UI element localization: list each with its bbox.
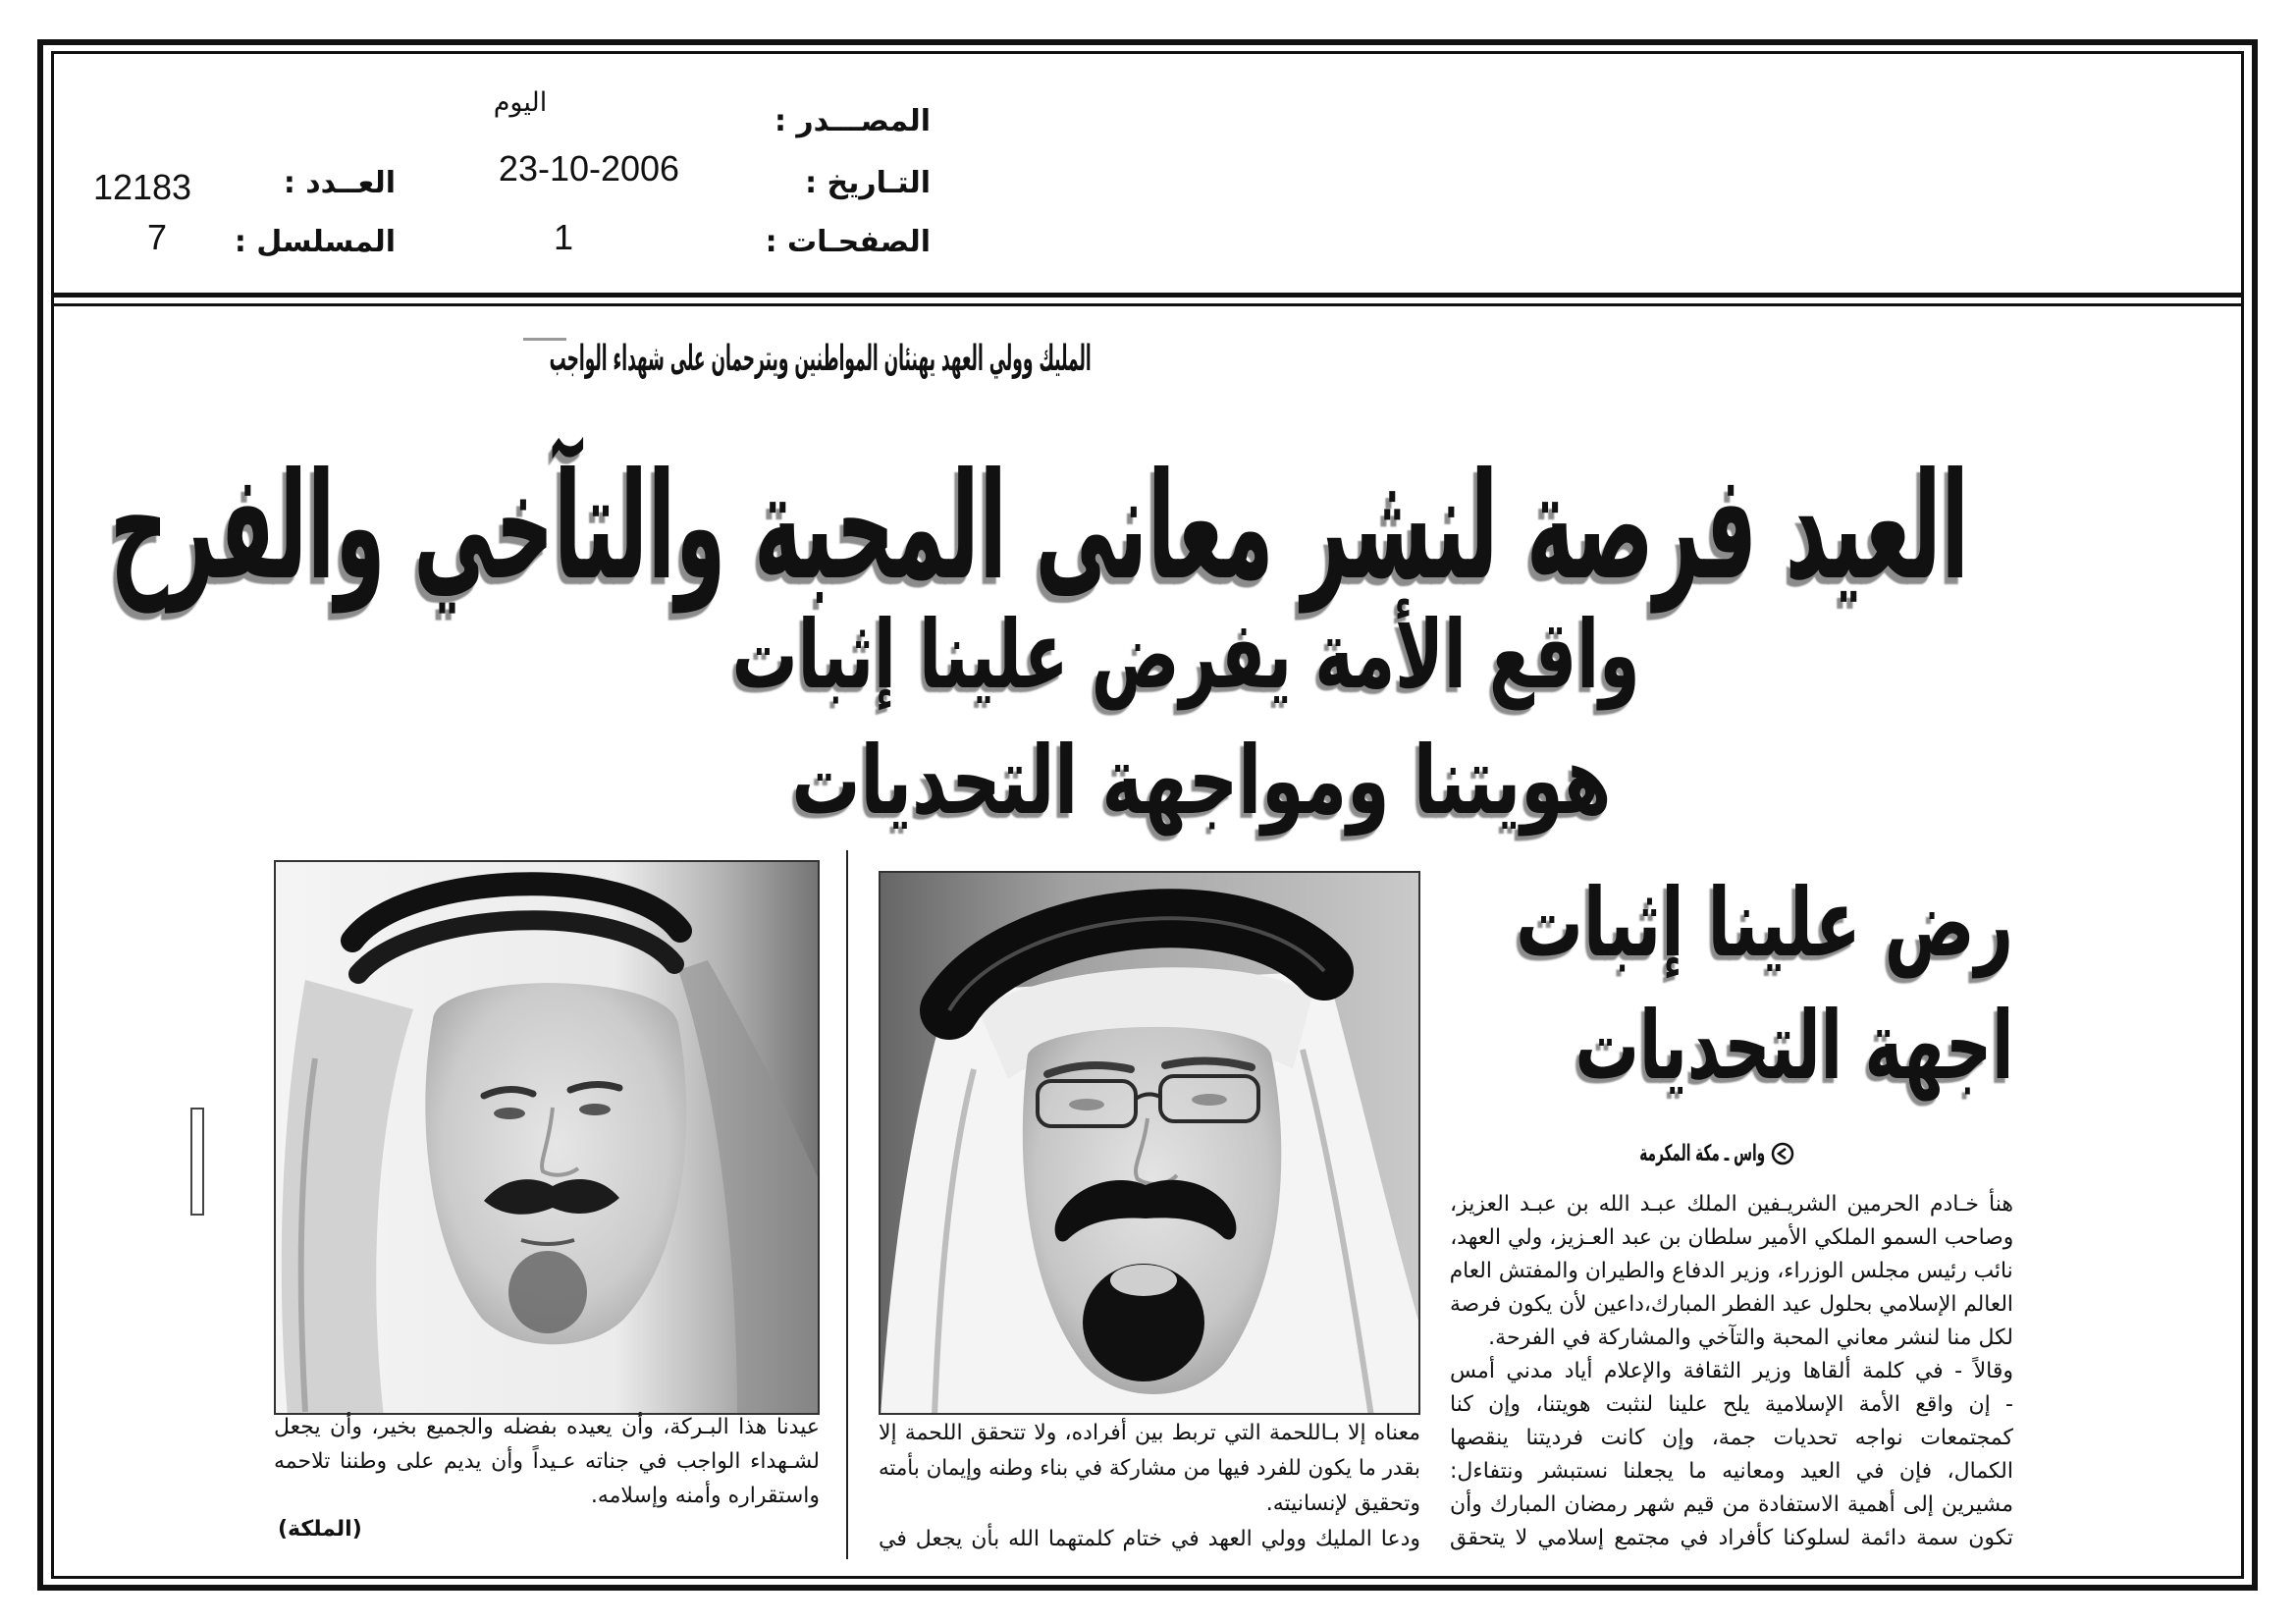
column-rule <box>846 850 848 1559</box>
kicker-text: المليك وولي العهد يهنئان المواطنين ويترحمان على شهداء الواجب <box>550 339 1092 379</box>
pages-label: الصفحـات : <box>765 225 931 259</box>
left-column-line <box>274 1410 820 1444</box>
right-column-line <box>1450 1188 2013 1221</box>
right-column-line <box>1450 1489 2013 1522</box>
right-column <box>1450 1188 2013 1555</box>
right-column-line-text: نائب رئيس مجلس الوزراء، وزير الدفاع والطيران والمفتش العام <box>1450 1259 2013 1283</box>
right-column-line <box>1450 1422 2013 1455</box>
headline <box>110 442 1969 614</box>
middle-column-line-text: وتحقيق لإنسانيته. <box>1265 1491 1420 1516</box>
source-label: المصـــدر : <box>774 104 931 138</box>
byline-text: واس ـ مكة المكرمة <box>1639 1141 1765 1166</box>
headline-text: العيد فرصة لنشر معانى المحبة والتآخي والفرح <box>110 442 1969 613</box>
right-column-line-text: - إن واقع الأمة الإسلامية يلح علينا لنثبت هويتنا، وإن كنا <box>1450 1392 2013 1417</box>
pages-value: 1 <box>553 217 574 257</box>
right-column-line <box>1450 1288 2013 1322</box>
lower-lip <box>1110 1265 1177 1296</box>
right-column-line-text: كمجتمعات نواجه تحديات جمة، وإن كانت فرديتنا ينقصها <box>1450 1426 2013 1450</box>
source-value: اليوم <box>493 87 548 118</box>
right-column-line <box>1450 1522 2013 1555</box>
goatee <box>508 1251 587 1333</box>
middle-column-line-text: بقدر ما يكون للفرد فيها من مشاركة في بناء وطنه وإيمان بأمته <box>879 1456 1420 1481</box>
date-label: التـاريخ : <box>805 166 931 200</box>
middle-column-line-text: معناه إلا بـاللحمة التي تربط بين أفراده، ولا تتحقق اللحمة إلا <box>879 1421 1420 1445</box>
subhead-line-1-text: واقع الأمة يفرض علينا إثبات <box>732 600 1640 710</box>
portrait-right-illustration <box>881 873 1420 1415</box>
subhead-fragment-2 <box>1575 992 2013 1100</box>
scan-box-mark <box>190 1108 204 1216</box>
kicker <box>550 332 1092 387</box>
right-column-line-text: وصاحب السمو الملكي الأمير سلطان بن عبد العـزيز، ولي العهد، <box>1450 1225 2013 1250</box>
middle-column-line-text: ودعا المليك وولي العهد في ختام كلمتهما الله بأن يجعل في <box>879 1527 1420 1551</box>
header-divider-thick <box>51 293 2244 298</box>
portrait-photo-right <box>879 871 1420 1415</box>
date-value: 23-10-2006 <box>498 148 680 189</box>
right-column-line <box>1450 1355 2013 1388</box>
issue-label: العــدد : <box>283 166 396 200</box>
portrait-photo-left <box>274 860 820 1415</box>
source-credit: (الملكة) <box>278 1517 362 1542</box>
eye-left <box>494 1108 525 1119</box>
middle-column-line <box>879 1487 1420 1522</box>
left-column-line-text: لشـهداء الواجب في جناته عـيداً وأن يديم على وطننا تلاحمه <box>274 1449 820 1474</box>
right-column-line <box>1450 1388 2013 1422</box>
glasses-lens-left <box>1038 1081 1136 1126</box>
subhead-line-1 <box>732 601 1640 709</box>
middle-column-line <box>879 1416 1420 1451</box>
left-column-line <box>274 1444 820 1479</box>
subhead-fragment-1 <box>1516 869 2013 977</box>
left-column-line-text: عيدنا هذا البـركة، وأن يعيده بفضله والجميع بخير، وأن يجعل <box>274 1415 820 1439</box>
right-column-line <box>1450 1221 2013 1255</box>
subhead-fragment-2-text: اجهة التحديات <box>1575 991 2013 1101</box>
right-column-line-text: تكون سمة دائمة لسلوكنا كأفراد في مجتمع إسلامي لا يتحقق <box>1450 1526 2013 1550</box>
right-column-line <box>1450 1455 2013 1489</box>
portrait-left-illustration <box>276 862 820 1415</box>
left-column-line-text: واستقراره وأمنه وإسلامه. <box>590 1484 820 1508</box>
right-column-line <box>1450 1255 2013 1288</box>
serial-value: 7 <box>146 217 168 257</box>
right-column-line-text: هنأ خـادم الحرمين الشريـفين الملك عبـد الله بن عبـد العزيز، <box>1450 1192 2013 1217</box>
right-column-line-text: لكل منا لنشر معاني المحبة والتآخي والمشاركة في الفرحة. <box>1488 1326 2013 1350</box>
glasses-lens-right <box>1160 1076 1258 1121</box>
subhead-line-2-text: هويتنا ومواجهة التحديات <box>791 726 1611 836</box>
header-divider-thin <box>51 303 2244 306</box>
byline <box>1639 1137 1765 1170</box>
right-column-line-text: الكمال، فإن في العيد ومعانيه ما يجعلنا نستبشر ونتفاءل: <box>1450 1459 2013 1484</box>
left-column <box>274 1410 820 1513</box>
right-column-line-text: العالم الإسلامي بحلول عيد الفطر المبارك،داعين لأن يكون فرصة <box>1450 1292 2013 1317</box>
serial-label: المسلسل : <box>234 225 396 259</box>
right-column-line-text: مشيرين إلى أهمية الاستفادة من قيم شهر رمضان المبارك وأن <box>1450 1492 2013 1517</box>
subhead-line-2 <box>791 727 1611 835</box>
right-column-line-text: وقالاً - في كلمة ألقاها وزير الثقافة والإعلام أياد مدني أمس <box>1450 1359 2013 1383</box>
byline-marker-icon <box>1770 1141 1795 1166</box>
right-column-line <box>1450 1322 2013 1355</box>
issue-value: 12183 <box>92 167 192 207</box>
middle-column-line <box>879 1451 1420 1487</box>
middle-column <box>879 1416 1420 1557</box>
eye-right <box>579 1104 611 1115</box>
left-column-line <box>274 1479 820 1513</box>
subhead-fragment-1-text: رض علينا إثبات <box>1516 868 2013 978</box>
middle-column-line <box>879 1522 1420 1557</box>
